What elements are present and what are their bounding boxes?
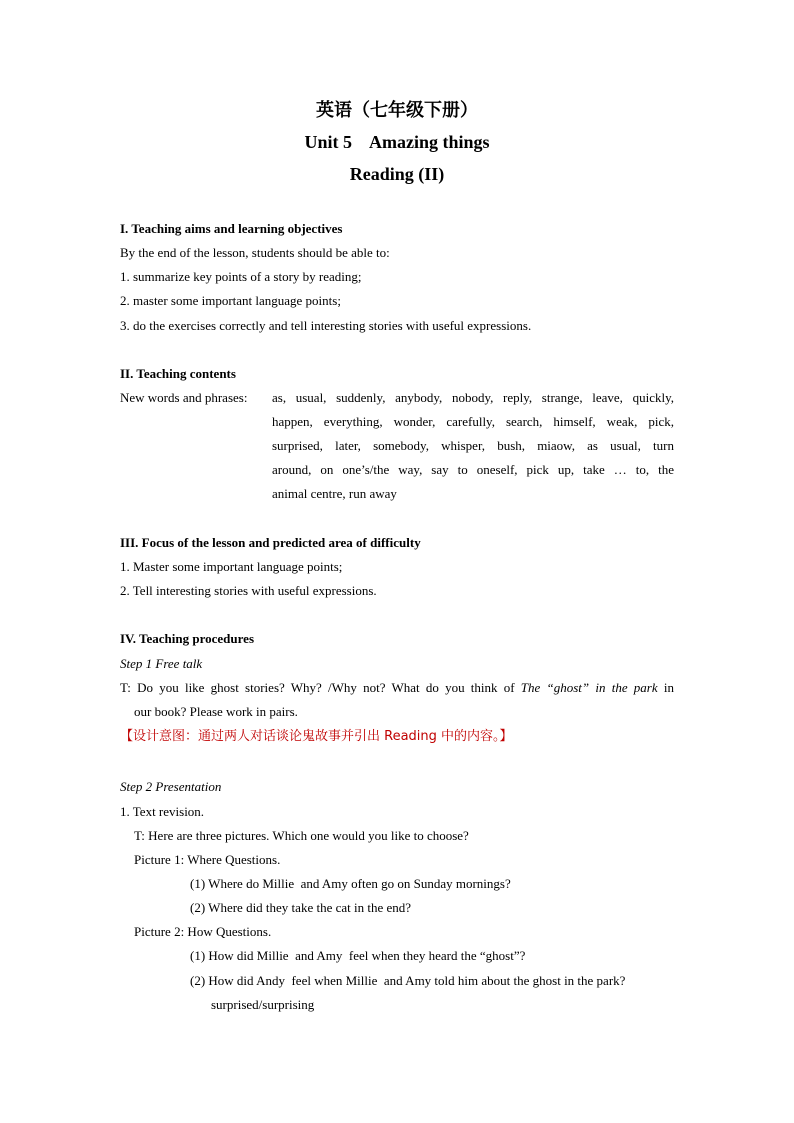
section-1-heading: I. Teaching aims and learning objectives <box>120 221 343 236</box>
picture-2-label: Picture 2: How Questions. <box>134 924 272 939</box>
section-3-heading: III. Focus of the lesson and predicted area of difficulty <box>120 535 421 550</box>
picture-2-question: (2) How did Andy feel when Millie and Amy told him about the ghost in the park? <box>190 973 626 988</box>
objective-item: 1. summarize key points of a story by reading; <box>120 269 362 284</box>
section-2-heading: II. Teaching contents <box>120 366 236 381</box>
vocab-line: as, usual, suddenly, anybody, nobody, reply, strange, leave, quickly, <box>272 390 674 405</box>
step-1-question-cont: our book? Please work in pairs. <box>134 704 298 719</box>
vocab-list <box>272 386 674 506</box>
vocab-line: happen, everything, wonder, carefully, search, himself, weak, pick, <box>272 414 674 429</box>
unit-title: Unit 5 Amazing things <box>304 132 490 152</box>
focus-item: 1. Master some important language points; <box>120 559 343 574</box>
lesson-title: Reading (II) <box>349 164 445 184</box>
vocab-line: animal centre, run away <box>272 486 397 501</box>
vocab-label: New words and phrases: <box>120 390 248 405</box>
story-title: The “ghost” in the park <box>520 680 658 695</box>
picture-2-question: (1) How did Millie and Amy feel when they heard the “ghost”? <box>190 948 526 963</box>
question-text: T: Do you like ghost stories? Why? /Why not? What do you think of <box>120 680 521 695</box>
vocab-line: surprised, later, somebody, whisper, bush, miaow, as usual, turn <box>272 438 674 453</box>
picture-2-answer: surprised/surprising <box>211 997 315 1012</box>
document-title: 英语（七年级下册） <box>316 100 478 120</box>
picture-1-question: (1) Where do Millie and Amy often go on Sunday mornings? <box>190 876 511 891</box>
picture-1-label: Picture 1: Where Questions. <box>134 852 281 867</box>
question-text: in <box>657 680 674 695</box>
picture-1-question: (2) Where did they take the cat in the end? <box>190 900 412 915</box>
step-2-item: 1. Text revision. <box>120 804 205 819</box>
design-note: 【设计意图：通过两人对话谈论鬼故事并引出 Reading 中的内容。】 <box>120 729 513 744</box>
step-2-title: Step 2 Presentation <box>120 779 222 794</box>
section-1-intro: By the end of the lesson, students should be able to: <box>120 245 390 260</box>
focus-item: 2. Tell interesting stories with useful expressions. <box>120 583 377 598</box>
step-1-title: Step 1 Free talk <box>120 656 203 671</box>
step-1-question <box>120 676 674 700</box>
objective-item: 2. master some important language points; <box>120 293 341 308</box>
objective-item: 3. do the exercises correctly and tell interesting stories with useful expressions. <box>120 318 532 333</box>
section-4-heading: IV. Teaching procedures <box>120 631 255 646</box>
teacher-line: T: Here are three pictures. Which one would you like to choose? <box>134 828 469 843</box>
vocab-line: around, on one’s/the way, say to oneself, pick up, take … to, the <box>272 462 674 477</box>
